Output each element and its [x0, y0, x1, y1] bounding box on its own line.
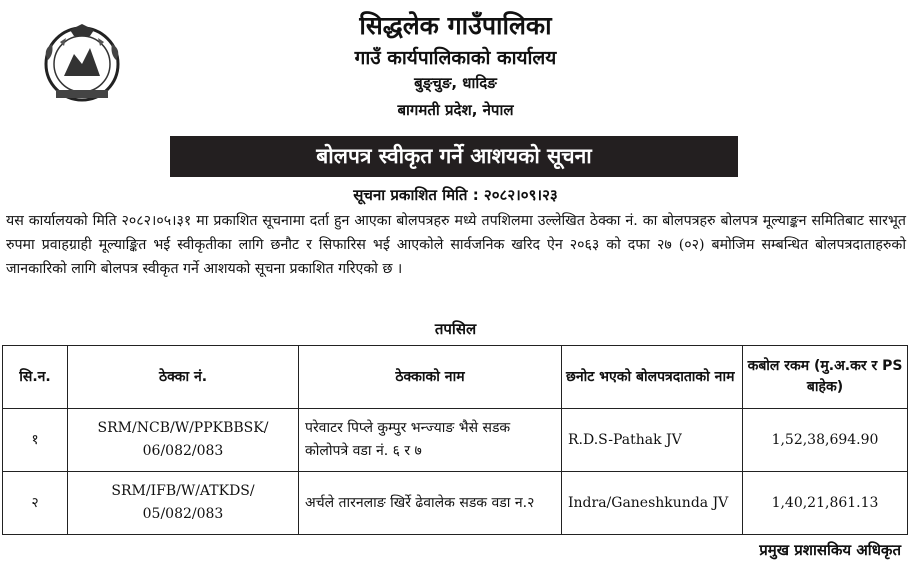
table-row	[3, 472, 908, 535]
table-row	[3, 409, 908, 472]
row-contract-name: अर्चले तारनलाङ खिर्रे ढेवालेक सडक वडा न.२	[299, 472, 562, 535]
row-bidder: Indra/Ganeshkunda JV	[562, 472, 743, 535]
header-sn: सि.न.	[3, 346, 68, 409]
header-amount: कबोल रकम (मु.अ.कर र PS बाहेक)	[743, 346, 908, 409]
row-amount: 1,40,21,861.13	[743, 472, 908, 535]
header-bidder: छनोट भएको बोलपत्रदाताको नाम	[562, 346, 743, 409]
municipality-name: सिद्धलेक गाउँपालिका	[359, 11, 552, 40]
office-name: गाउँ कार्यपालिकाको कार्यालय	[354, 47, 557, 69]
row-sn: १	[3, 409, 68, 472]
province-name: बागमती प्रदेश, नेपाल	[397, 101, 514, 119]
notice-body: यस कार्यालयको मिति २०८२।०५।३१ मा प्रकाशित सूचनामा दर्ता हुन आएका बोलपत्रहरु मध्ये तपशिलमा उल्लेखित ठेक्का नं. का बोलपत्रहरु बोलपत्र मूल्याङ्कन समितिबाट सारभूत रुपमा प्रवाहग्राही मूल्याङ्कित भई स्वीकृतीका लागि छनौट र सिफारिस भई आएकोले सार्वजनिक खरिद ऐन २०६३ को दफा २७ (०२) बमोजिम सम्बन्धित बोलपत्रदाताहरुको जानकारिको लागि बोलपत्र स्वीकृत गर्ने आशयको सूचना प्रकाशित गरिएको छ ।	[6, 213, 906, 277]
office-location: बुङ्चुङ, धादिङ	[414, 74, 497, 92]
row-amount: 1,52,38,694.90	[743, 409, 908, 472]
schedule-title: तपसिल	[434, 320, 477, 338]
published-date: सूचना प्रकाशित मिति : २०८२।०९।२३	[353, 186, 558, 204]
contract-table	[2, 345, 908, 535]
table-header-row	[3, 346, 908, 409]
row-contract-no: SRM/NCB/W/PPKBBSK/ 06/082/083	[68, 409, 299, 472]
row-bidder: R.D.S-Pathak JV	[562, 409, 743, 472]
row-sn: २	[3, 472, 68, 535]
header-contract-name: ठेक्काको नाम	[299, 346, 562, 409]
header-contract-no: ठेक्का नं.	[68, 346, 299, 409]
notice-title-banner: बोलपत्र स्वीकृत गर्ने आशयको सूचना	[170, 136, 738, 177]
signatory-title: प्रमुख प्रशासकिय अधिकृत	[759, 541, 901, 559]
row-contract-name: परेवाटर पिप्ले कुम्पुर भन्ज्याङ भैसे सडक कोलोपत्रे वडा नं. ६ र ७	[299, 409, 562, 472]
row-contract-no: SRM/IFB/W/ATKDS/ 05/082/083	[68, 472, 299, 535]
